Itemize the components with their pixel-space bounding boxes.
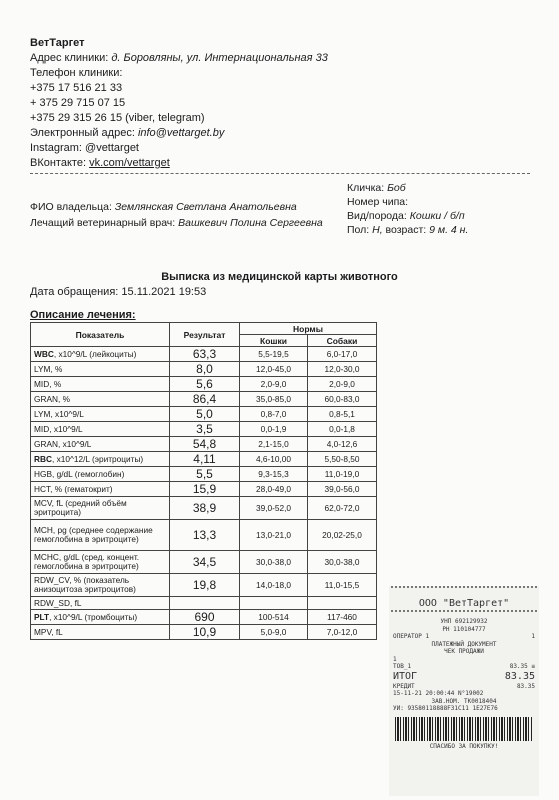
- header-cats: Кошки: [240, 335, 308, 347]
- table-row: [31, 610, 377, 625]
- param-label: RDW_CV, % (показатель анизоцитоза эритроцитов): [34, 575, 136, 594]
- phone-1: +375 17 516 21 33: [30, 82, 123, 94]
- norm-dogs-cell: 39,0-56,0: [308, 482, 377, 497]
- param-label: LYM, %: [34, 363, 63, 374]
- visit-date: Дата обращения: 15.11.2021 19:53: [30, 286, 207, 298]
- norm-cats-cell: 4,6-10,00: [240, 452, 308, 467]
- norm-dogs-cell: 12,0-30,0: [308, 362, 377, 377]
- param-cell: [31, 422, 170, 437]
- table-row: [31, 452, 377, 467]
- receipt-shop: ООО "ВетТаргет": [418, 598, 510, 609]
- pet-sex: Н,: [372, 224, 383, 236]
- param-label: RDW_SD, fL: [34, 597, 82, 608]
- norm-dogs-cell: 11,0-15,5: [308, 574, 377, 597]
- norm-cats-cell: 30,0-38,0: [240, 551, 308, 574]
- norm-dogs-cell: 2,0-9,0: [308, 377, 377, 392]
- lab-table-body: [31, 347, 377, 640]
- result-cell: 4,11: [170, 452, 240, 467]
- param-cell: [31, 347, 170, 362]
- table-row: [31, 520, 377, 551]
- clinic-vk: ВКонтакте: vk.com/vettarget: [30, 157, 170, 169]
- norm-cats-cell: 2,0-9,0: [240, 377, 308, 392]
- pet-species: Кошки / б/п: [409, 210, 465, 222]
- param-cell: [31, 497, 170, 520]
- norm-dogs-cell: 0,0-1,8: [308, 422, 377, 437]
- header-param: Показатель: [31, 323, 170, 347]
- norm-dogs-cell: 4,0-12,6: [308, 437, 377, 452]
- norm-cats-cell: 12,0-45,0: [240, 362, 308, 377]
- norm-dogs-cell: 5,50-8,50: [308, 452, 377, 467]
- param-cell: [31, 610, 170, 625]
- param-cell: [31, 597, 170, 610]
- param-cell: [31, 482, 170, 497]
- receipt-total: ИТОГ 83.35: [393, 670, 535, 682]
- norm-dogs-cell: [308, 597, 377, 610]
- param-cell: [31, 520, 170, 551]
- norm-cats-cell: 5,5-19,5: [240, 347, 308, 362]
- norm-cats-cell: 2,1-15,0: [240, 437, 308, 452]
- clinic-instagram: Instagram: @vettarget: [30, 142, 139, 154]
- param-cell: [31, 362, 170, 377]
- result-cell: 34,5: [170, 551, 240, 574]
- vet-name: Вашкевич Полина Сергеевна: [178, 217, 323, 229]
- param-label: MPV, fL: [34, 626, 63, 637]
- table-row: [31, 407, 377, 422]
- norm-dogs-cell: 11,0-19,0: [308, 467, 377, 482]
- result-cell: 19,8: [170, 574, 240, 597]
- table-row: [31, 422, 377, 437]
- table-row: [31, 625, 377, 640]
- norm-cats-cell: 100-514: [240, 610, 308, 625]
- norm-cats-cell: 5,0-9,0: [240, 625, 308, 640]
- norm-cats-cell: 28,0-49,0: [240, 482, 308, 497]
- table-row: [31, 377, 377, 392]
- table-row: [31, 574, 377, 597]
- header-result: Результат: [170, 323, 240, 347]
- norm-dogs-cell: 7,0-12,0: [308, 625, 377, 640]
- norm-dogs-cell: 30,0-38,0: [308, 551, 377, 574]
- lab-results-table: [30, 322, 377, 640]
- norm-cats-cell: 0,8-7,0: [240, 407, 308, 422]
- clinic-header: [30, 36, 328, 171]
- param-label: MID, %: [34, 378, 62, 389]
- treatment-heading: Описание лечения:: [30, 309, 136, 321]
- result-cell: 86,4: [170, 392, 240, 407]
- result-cell: [170, 597, 240, 610]
- owner-name: Землянская Светлана Анатольевна: [114, 201, 297, 213]
- param-label: MCHC, g/dL (сред. концент. гемоглобина в эритроците): [34, 552, 140, 571]
- param-code: WBC: [34, 348, 54, 359]
- param-cell: [31, 407, 170, 422]
- param-label: LYM, x10^9/L: [34, 408, 84, 419]
- phone-2: + 375 29 715 07 15: [30, 97, 126, 109]
- clinic-address: Адрес клиники: д. Боровляны, ул. Интернациональная 33: [30, 52, 328, 64]
- param-label: MCH, pg (среднее содержание гемоглобина в эритроците): [34, 525, 153, 544]
- param-label: HCT, % (гематокрит): [34, 483, 113, 494]
- param-label: , x10^9/L (лейкоциты): [53, 348, 137, 359]
- pet-age: 9 м. 4 н.: [429, 224, 469, 236]
- param-cell: [31, 392, 170, 407]
- table-row: [31, 482, 377, 497]
- pet-name: Боб: [387, 182, 406, 194]
- pet-info: Кличка: Боб Номер чипа: Вид/порода: Кошки / б/п Пол: Н, возраст: 9 м. 4 н.: [347, 182, 469, 236]
- norm-cats-cell: 0,0-1,9: [240, 422, 308, 437]
- result-cell: 3,5: [170, 422, 240, 437]
- table-row: [31, 551, 377, 574]
- param-code: PLT: [34, 611, 50, 622]
- param-code: RBC: [34, 453, 52, 464]
- param-label: GRAN, x10^9/L: [34, 438, 92, 449]
- clinic-email: Электронный адрес: info@vettarget.by: [30, 127, 225, 139]
- norm-dogs-cell: 20,02-25,0: [308, 520, 377, 551]
- norm-cats-cell: 35,0-85,0: [240, 392, 308, 407]
- param-cell: [31, 551, 170, 574]
- result-cell: 690: [170, 610, 240, 625]
- table-row: [31, 437, 377, 452]
- vk-link[interactable]: vk.com/vettarget: [89, 157, 170, 169]
- result-cell: 54,8: [170, 437, 240, 452]
- header-divider: [30, 173, 530, 174]
- phone-3: +375 29 315 26 15 (viber, telegram): [30, 112, 205, 124]
- result-cell: 8,0: [170, 362, 240, 377]
- param-cell: [31, 467, 170, 482]
- barcode-icon: [395, 717, 533, 741]
- document-title: Выписка из медицинской карты животного: [161, 271, 398, 283]
- table-row: [31, 362, 377, 377]
- result-cell: 5,5: [170, 467, 240, 482]
- result-cell: 38,9: [170, 497, 240, 520]
- param-label: MCV, fL (средний объём эритроцита): [34, 498, 127, 517]
- param-cell: [31, 574, 170, 597]
- norm-dogs-cell: 0,8-5,1: [308, 407, 377, 422]
- header-norms: Нормы: [240, 323, 377, 335]
- param-label: , x10^12/L (эритроциты): [51, 453, 144, 464]
- clinic-name: ВетТаргет: [30, 37, 85, 49]
- norm-cats-cell: 39,0-52,0: [240, 497, 308, 520]
- result-cell: 5,6: [170, 377, 240, 392]
- phone-label: Телефон клиники:: [30, 67, 123, 79]
- table-row: [31, 392, 377, 407]
- result-cell: 5,0: [170, 407, 240, 422]
- param-label: MID, x10^9/L: [34, 423, 83, 434]
- table-row: [31, 497, 377, 520]
- param-cell: [31, 625, 170, 640]
- param-label: HGB, g/dL (гемоглобин): [34, 468, 125, 479]
- result-cell: 63,3: [170, 347, 240, 362]
- norm-dogs-cell: 117-460: [308, 610, 377, 625]
- norm-dogs-cell: 6,0-17,0: [308, 347, 377, 362]
- norm-cats-cell: [240, 597, 308, 610]
- result-cell: 13,3: [170, 520, 240, 551]
- receipt-tear-edge: [391, 586, 537, 594]
- header-dogs: Собаки: [308, 335, 377, 347]
- result-cell: 15,9: [170, 482, 240, 497]
- table-row: [31, 347, 377, 362]
- result-cell: 10,9: [170, 625, 240, 640]
- param-cell: [31, 437, 170, 452]
- table-row: [31, 467, 377, 482]
- norm-dogs-cell: 62,0-72,0: [308, 497, 377, 520]
- norm-dogs-cell: 60,0-83,0: [308, 392, 377, 407]
- norm-cats-cell: 9,3-15,3: [240, 467, 308, 482]
- receipt-thanks: СПАСИБО ЗА ПОКУПКУ!: [429, 742, 499, 750]
- payment-receipt: ООО "ВетТаргет" УНП 692129932 РН 110104777 ОПЕРАТОР 1 1 ПЛАТЕЖНЫЙ ДОКУМЕНТ ЧЕК ПРОДАЖИ 1 ТОВ_1 83.35 ≡ ИТОГ 83.35 КРЕДИТ 83.35 15-11-21 20:00:44 N°19002 ЗАВ.НОМ. ТК0018404 УИ: 93580118888F31C11 1E27E76 СПАСИБО ЗА ПОКУПКУ!: [389, 586, 539, 796]
- norm-cats-cell: 14,0-18,0: [240, 574, 308, 597]
- chip-number: Номер чипа:: [347, 196, 409, 208]
- param-cell: [31, 377, 170, 392]
- param-cell: [31, 452, 170, 467]
- owner-info: ФИО владельца: Землянская Светлана Анатольевна Лечащий ветеринарный врач: Вашкевич Полина Сергеевна: [30, 201, 323, 229]
- param-label: GRAN, %: [34, 393, 70, 404]
- norm-cats-cell: 13,0-21,0: [240, 520, 308, 551]
- table-row: [31, 597, 377, 610]
- param-label: , x10^9/L (тромбоциты): [49, 611, 138, 622]
